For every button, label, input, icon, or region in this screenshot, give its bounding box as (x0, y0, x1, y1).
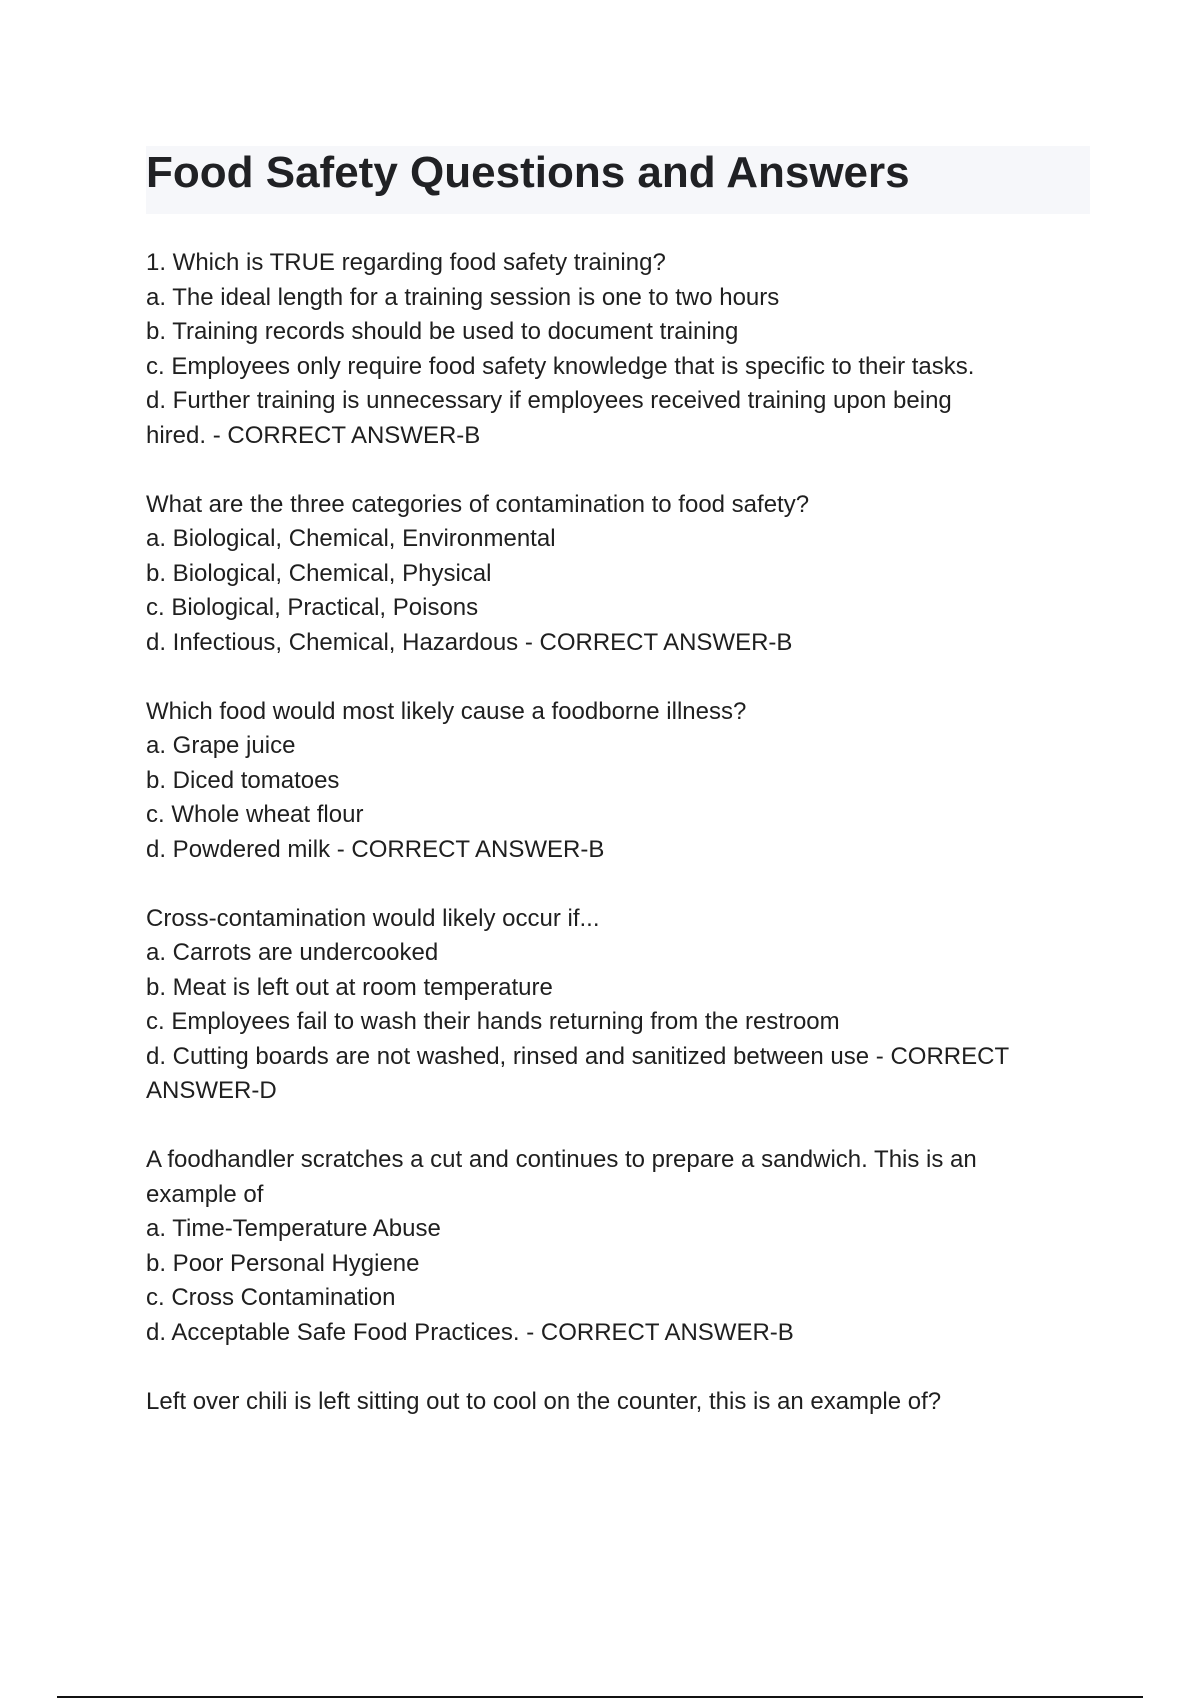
question-block (146, 1143, 1096, 1351)
answer-line: hired. - CORRECT ANSWER-B (146, 421, 481, 449)
question-block (146, 246, 1096, 454)
question-line: Cross-contamination would likely occur if... (146, 904, 600, 932)
question-line: A foodhandler scratches a cut and continues to prepare a sandwich. This is an (146, 1146, 977, 1174)
option-line: a. Time-Temperature Abuse (146, 1215, 441, 1243)
option-line: c. Employees only require food safety knowledge that is specific to their tasks. (146, 352, 975, 380)
question-line: 1. Which is TRUE regarding food safety training? (146, 249, 666, 276)
option-line: b. Training records should be used to document training (146, 318, 739, 346)
footer-divider (57, 1696, 1143, 1698)
question-list (146, 246, 1096, 1453)
option-line: b. Poor Personal Hygiene (146, 1249, 420, 1277)
option-line: a. The ideal length for a training session is one to two hours (146, 283, 780, 311)
question-block (146, 902, 1096, 1110)
question-block (146, 1385, 1096, 1420)
option-line: c. Biological, Practical, Poisons (146, 594, 479, 622)
option-line: a. Carrots are undercooked (146, 939, 439, 967)
question-line: Left over chili is left sitting out to cool on the counter, this is an example of? (146, 1387, 942, 1415)
answer-line: d. Acceptable Safe Food Practices. - CORRECT ANSWER-B (146, 1319, 794, 1347)
option-line: a. Biological, Chemical, Environmental (146, 525, 556, 553)
option-line: d. Cutting boards are not washed, rinsed and sanitized between use - CORRECT (146, 1042, 1010, 1070)
question-block (146, 695, 1096, 868)
option-line: b. Diced tomatoes (146, 766, 340, 794)
question-block (146, 488, 1096, 661)
option-line: d. Further training is unnecessary if employees received training upon being (146, 387, 952, 415)
question-line: What are the three categories of contamination to food safety? (146, 490, 810, 518)
question-line: Which food would most likely cause a foodborne illness? (146, 697, 747, 725)
option-line: b. Meat is left out at room temperature (146, 973, 553, 1001)
option-line: c. Cross Contamination (146, 1284, 396, 1312)
option-line: c. Employees fail to wash their hands returning from the restroom (146, 1008, 840, 1036)
answer-line: d. Powdered milk - CORRECT ANSWER-B (146, 835, 605, 863)
page-title: Food Safety Questions and Answers (146, 148, 910, 197)
option-line: b. Biological, Chemical, Physical (146, 559, 492, 587)
question-line: example of (146, 1180, 264, 1208)
answer-line: d. Infectious, Chemical, Hazardous - CORRECT ANSWER-B (146, 628, 793, 656)
option-line: a. Grape juice (146, 732, 296, 760)
answer-line: ANSWER-D (146, 1077, 277, 1105)
option-line: c. Whole wheat flour (146, 801, 364, 829)
